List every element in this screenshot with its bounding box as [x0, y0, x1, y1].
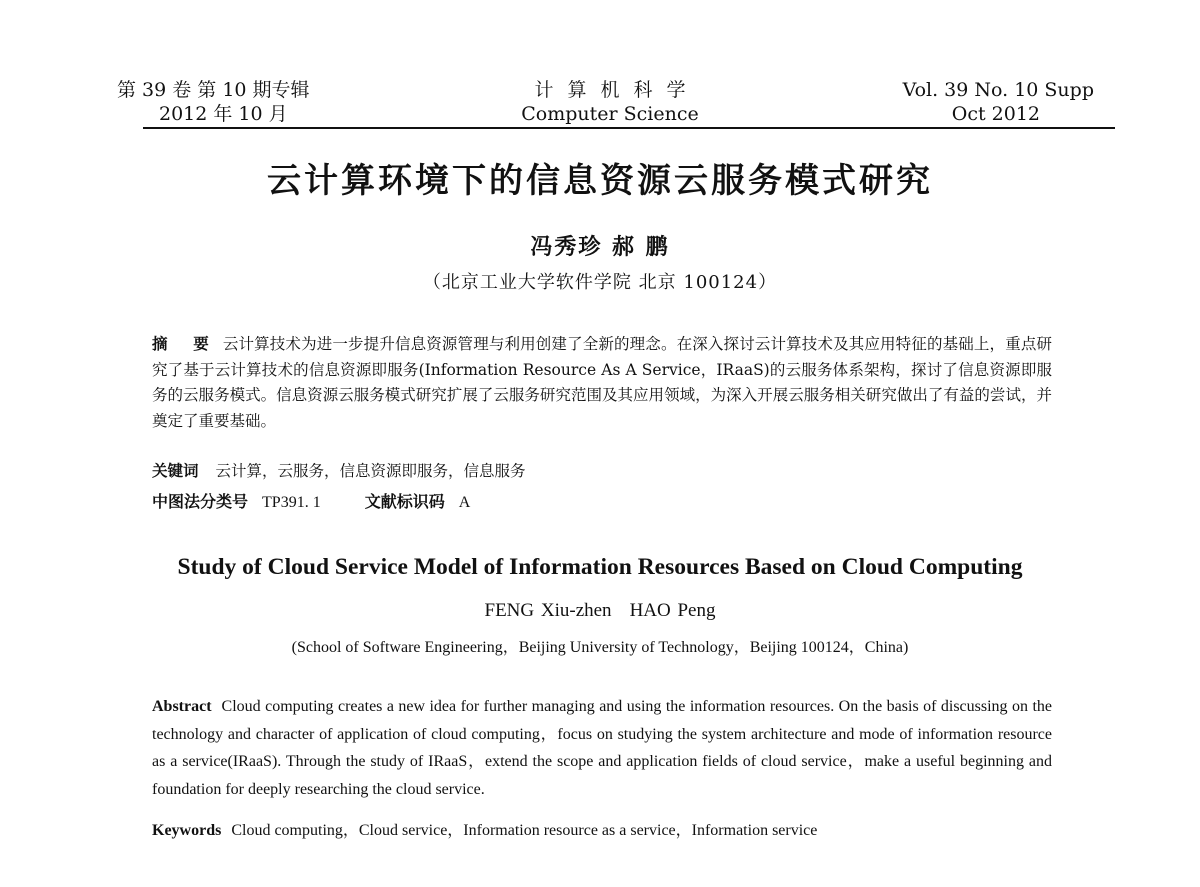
- abstract-cn: [152, 332, 1052, 434]
- journal-name: [500, 78, 720, 126]
- clc-label: 中图法分类号: [152, 492, 249, 511]
- journal-name-en: Computer Science: [521, 103, 699, 125]
- keywords-cn-label: 关键词: [152, 462, 199, 480]
- journal-name-cn: 计算机科学: [534, 79, 700, 101]
- abstract-cn-label: 摘 要: [152, 335, 219, 353]
- affiliation-en: (School of Software Engineering，Beijing University of Technology，Beijing 100124，China): [291, 639, 909, 656]
- keywords-en: [152, 818, 1052, 844]
- doc-code-label: 文献标识码: [364, 492, 445, 511]
- journal-volume-issue: [117, 78, 310, 126]
- author-1-en: FENG Xiu-zhen: [484, 600, 612, 621]
- date-en: Oct 2012: [951, 103, 1040, 125]
- header-rule: [143, 127, 1115, 129]
- volume-issue-en: Vol. 39 No. 10 Supp: [902, 79, 1094, 101]
- paper-title-en: Study of Cloud Service Model of Information Resources Based on Cloud Computing: [177, 554, 1023, 580]
- volume-issue-cn: 第 39 卷 第 10 期专辑: [117, 79, 310, 101]
- abstract-en-label: Abstract: [152, 698, 212, 715]
- abstract-cn-text: 云计算技术为进一步提升信息资源管理与利用创建了全新的理念。在深入探讨云计算技术及其应用特征的基础上，重点研究了基于云计算技术的信息资源即服务(Information Resource As A Service，IRaaS)的云服务体系架构，探讨了信息资源即服务的云服务模式。信息资源云服务模式研究扩展了云服务研究范围及其应用领域，为深入开展云服务相关研究做出了有益的尝试，并奠定了重要基础。: [152, 335, 1052, 430]
- abstract-en: [152, 693, 1052, 803]
- keywords-en-text: Cloud computing，Cloud service，Information resource as a service，Information service: [231, 822, 818, 839]
- paper-title-cn: 云计算环境下的信息资源云服务模式研究: [267, 161, 933, 201]
- date-cn: 2012 年 10 月: [159, 103, 288, 125]
- keywords-cn-text: 云计算，云服务，信息资源即服务，信息服务: [215, 462, 526, 480]
- doc-code-value: A: [458, 494, 471, 511]
- author-2-en: HAO Peng: [629, 600, 716, 621]
- affiliation-cn: （北京工业大学软件学院 北京 100124）: [422, 272, 778, 293]
- journal-volume-en: [903, 78, 1094, 126]
- keywords-cn: [152, 459, 525, 484]
- keywords-en-label: Keywords: [152, 822, 222, 839]
- classification-cn: [152, 489, 470, 515]
- authors-en: [0, 600, 1200, 622]
- clc-value: TP391. 1: [262, 494, 321, 511]
- authors-cn: 冯秀珍 郝 鹏: [530, 235, 670, 260]
- abstract-en-text: Cloud computing creates a new idea for further managing and using the information resources. On the basis of discussing on the technology and character of application of cloud computing，focus on studying the system architecture and mode of information resource as a service(IRaaS). Through the study of IRaaS，extend the scope and application fields of cloud service，make a useful beginning and foundation for deeply researching the cloud service.: [152, 698, 1053, 798]
